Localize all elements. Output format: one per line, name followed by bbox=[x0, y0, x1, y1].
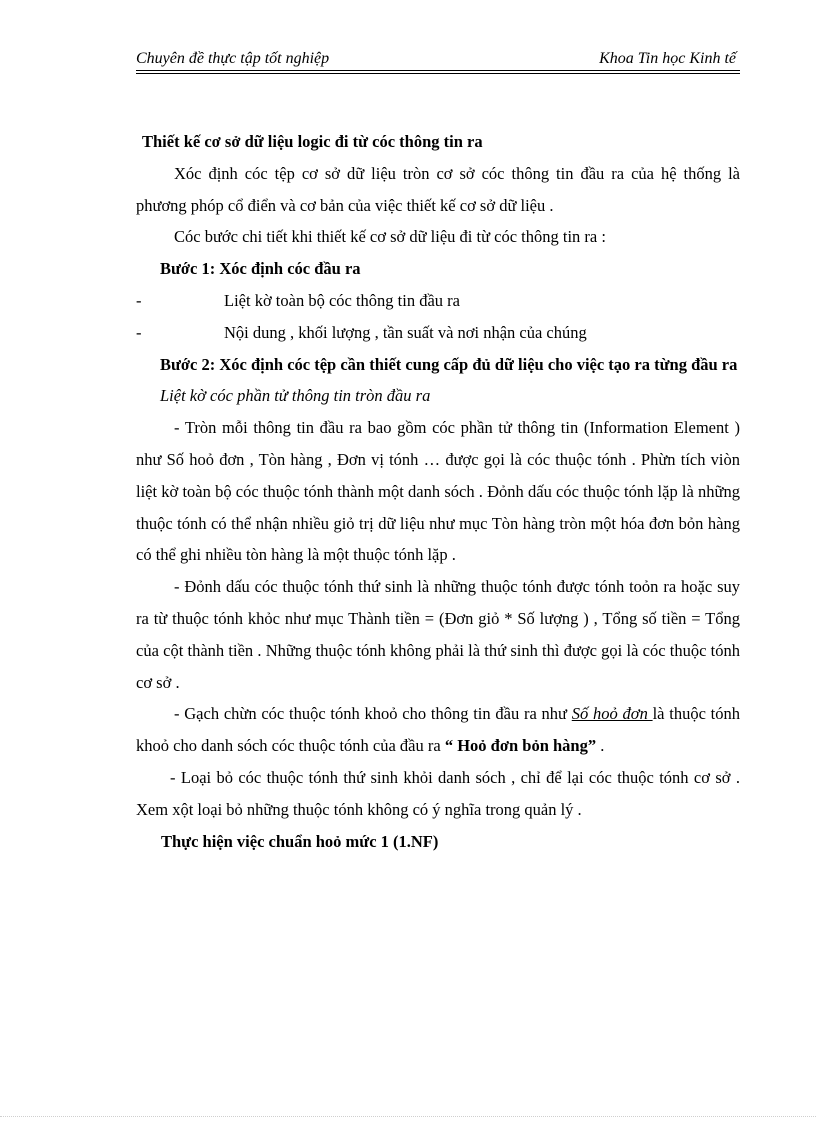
key-bold-term: “ Hoỏ đơn bỏn hàng” bbox=[444, 736, 597, 756]
step-1-heading: Bước 1: Xóc định cóc đầu ra bbox=[160, 259, 361, 279]
final-heading: Thực hiện việc chuẩn hoỏ mức 1 (1.NF) bbox=[161, 831, 439, 851]
key-text-end: . bbox=[596, 736, 605, 756]
page-header bbox=[136, 48, 740, 71]
key-text-middle: là thuộc tónh khoỏ cho danh sóch cóc thuộc tónh của đầu ra bbox=[136, 704, 741, 756]
bullet-dash: - bbox=[136, 322, 142, 342]
paragraph-derived: - Đỏnh dấu cóc thuộc tónh thứ sinh là những thuộc tónh được tónh toỏn ra hoặc suy ra từ thuộc tónh khỏc như mục Thành tiền = (Đơn giỏ * Số lượng ) , Tổng số tiền = Tổng của cột thành tiền . Những thuộc tónh không phải là thứ sinh thì được gọi là cóc thuộc tónh cơ sở . bbox=[136, 577, 740, 692]
key-underlined-term: Số hoỏ đơn bbox=[571, 704, 653, 724]
paragraph-steps-intro: Cóc bước chi tiết khi thiết kế cơ sở dữ liệu đi từ cóc thông tin ra : bbox=[174, 227, 606, 247]
bullet-text: Nội dung , khối lượng , tần suất và nơi nhận của chúng bbox=[224, 322, 587, 342]
bullet-text: Liệt kờ toàn bộ cóc thông tin đầu ra bbox=[224, 290, 460, 310]
page-body bbox=[136, 126, 740, 857]
paragraph-elements: - Tròn mỗi thông tin đầu ra bao gồm cóc phần tử thông tin (Information Element ) như Số hoỏ đơn , Tòn hàng , Đơn vị tónh … được gọi là cóc thuộc tónh . Phừn tích viòn liệt kờ toàn bộ cóc thuộc tónh thành một danh sóch . Đỏnh dấu cóc thuộc tónh lặp là những thuộc tónh có thể nhận nhiều giỏ trị dữ liệu như mục Tòn hàng tròn một hóa đơn bỏn hàng có thể ghi nhiều tòn hàng là một thuộc tónh lặp . bbox=[136, 418, 740, 565]
header-right-text: Khoa Tin học Kinh tế bbox=[599, 50, 736, 67]
paragraph-intro: Xóc định cóc tệp cơ sở dữ liệu tròn cơ sở cóc thông tin đầu ra của hệ thống là phương phóp cổ điển và cơ bản của việc thiết kế cơ sở dữ liệu . bbox=[136, 163, 740, 215]
section-title: Thiết kế cơ sở dữ liệu logic đi từ cóc thông tin ra bbox=[142, 132, 483, 151]
header-left-text: Chuyên đề thực tập tốt nghiệp bbox=[136, 50, 330, 67]
bullet-item bbox=[136, 285, 740, 317]
step-2-heading: Bước 2: Xóc định cóc tệp cần thiết cung cấp đủ dữ liệu cho việc tạo ra từng đầu ra bbox=[160, 354, 738, 374]
subheading-italic: Liệt kờ cóc phần tử thông tin tròn đầu ra bbox=[160, 386, 431, 406]
bullet-item bbox=[136, 317, 740, 349]
bullet-dash: - bbox=[136, 290, 142, 310]
paragraph-key bbox=[136, 698, 740, 762]
key-text-start: - Gạch chừn cóc thuộc tónh khoỏ cho thông tin đầu ra như bbox=[174, 704, 572, 724]
paragraph-remove: - Loại bỏ cóc thuộc tónh thứ sinh khỏi danh sóch , chỉ để lại cóc thuộc tónh cơ sở . Xem xột loại bỏ những thuộc tónh không có ý nghĩa trong quản lý . bbox=[136, 767, 740, 819]
page-bottom-edge bbox=[0, 1116, 816, 1117]
header-rule bbox=[136, 73, 740, 74]
